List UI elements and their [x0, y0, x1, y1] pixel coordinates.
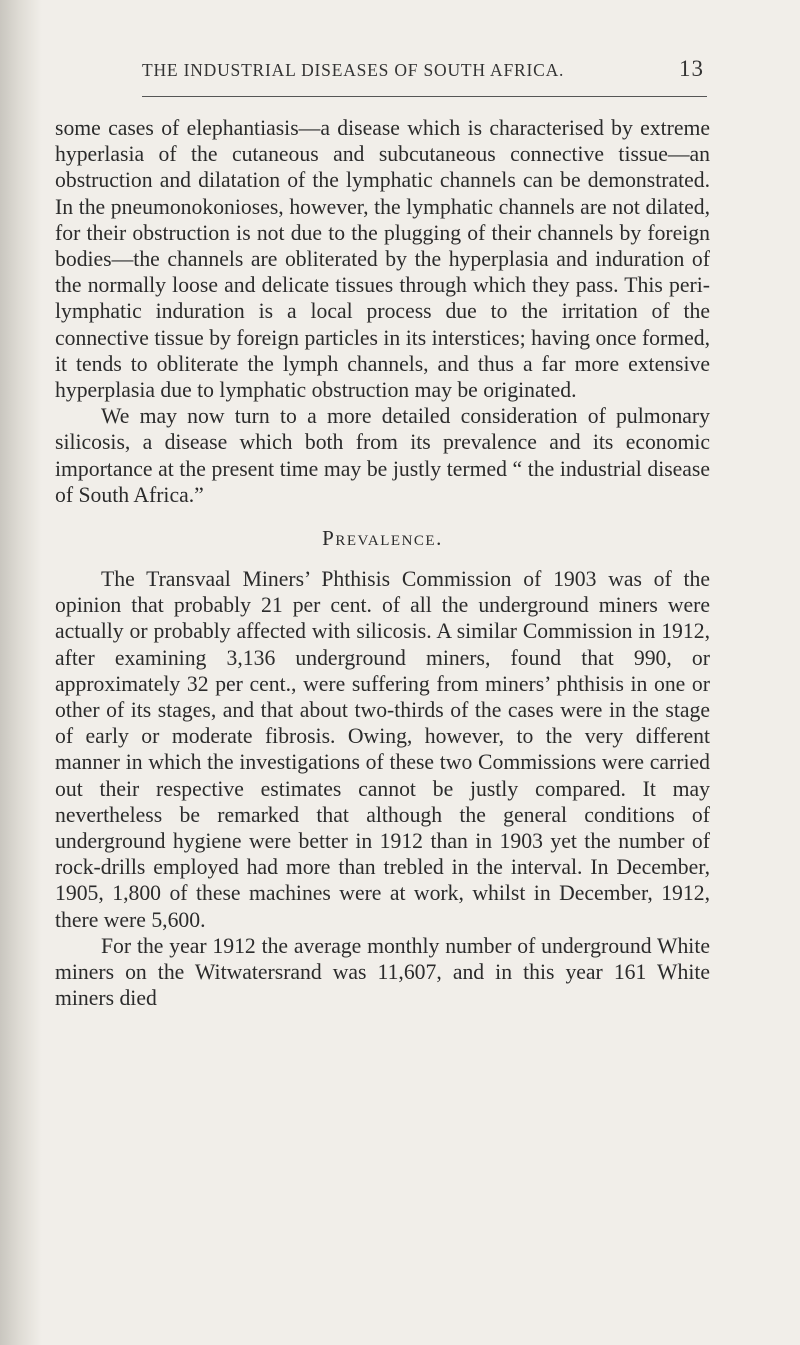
running-head: [142, 56, 704, 84]
header-rule: [142, 96, 707, 97]
running-head-title: THE INDUSTRIAL DISEASES OF SOUTH AFRICA.: [142, 60, 565, 80]
body-text: [55, 115, 710, 1012]
page-number: 13: [679, 56, 704, 81]
paragraph-elephantiasis: some cases of elephantiasis—a disease which is characterised by extreme hyperlasia of the cutaneous and subcutaneous connective tissue—an obstruction and dilatation of the lymphatic channels can be demonstrated. In the pneumonokonioses, however, the lymphatic channels are not dilated, for their obstruction is not due to the plugging of their channels by foreign bodies—the channels are obliterated by the hyperplasia and induration of the normally loose and delicate tissues through which they pass. This peri-lymphatic induration is a local process due to the irritation of the connective tissue by foreign particles in its interstices; having once formed, it tends to obliterate the lymph channels, and thus a far more extensive hyperplasia due to lymphatic obstruction may be originated.: [55, 116, 710, 403]
paragraph-commission: The Transvaal Miners’ Phthisis Commission of 1903 was of the opinion that probably 21 per cent. of all the underground miners were actually or probably affected with silicosis. A similar Commission in 1912, after examining 3,136 underground miners, found that 990, or approximately 32 per cent., were suffering from miners’ phthisis in one or other of its stages, and that about two-thirds of the cases were in the stage of early or moderate fibrosis. Owing, however, to the very different manner in which the investigations of these two Commissions were carried out their respective estimates cannot be justly compared. It may nevertheless be remarked that although the general conditions of underground hygiene were better in 1912 than in 1903 yet the number of rock-drills employed had more than trebled in the interval. In December, 1905, 1,800 of these machines were at work, whilst in December, 1912, there were 5,600.: [55, 567, 710, 932]
page-edge-shadow: [0, 0, 42, 1345]
paragraph-1912-miners: For the year 1912 the average monthly number of underground White miners on the Witwatersrand was 11,607, and in this year 161 White miners died: [55, 933, 710, 1011]
paragraph-silicosis-intro: We may now turn to a more detailed consideration of pulmonary silicosis, a disease which both from its prevalence and its economic importance at the present time may be justly termed “ the industrial disease of South Africa.”: [55, 404, 710, 507]
section-heading-prevalence: Prevalence.: [322, 526, 443, 551]
